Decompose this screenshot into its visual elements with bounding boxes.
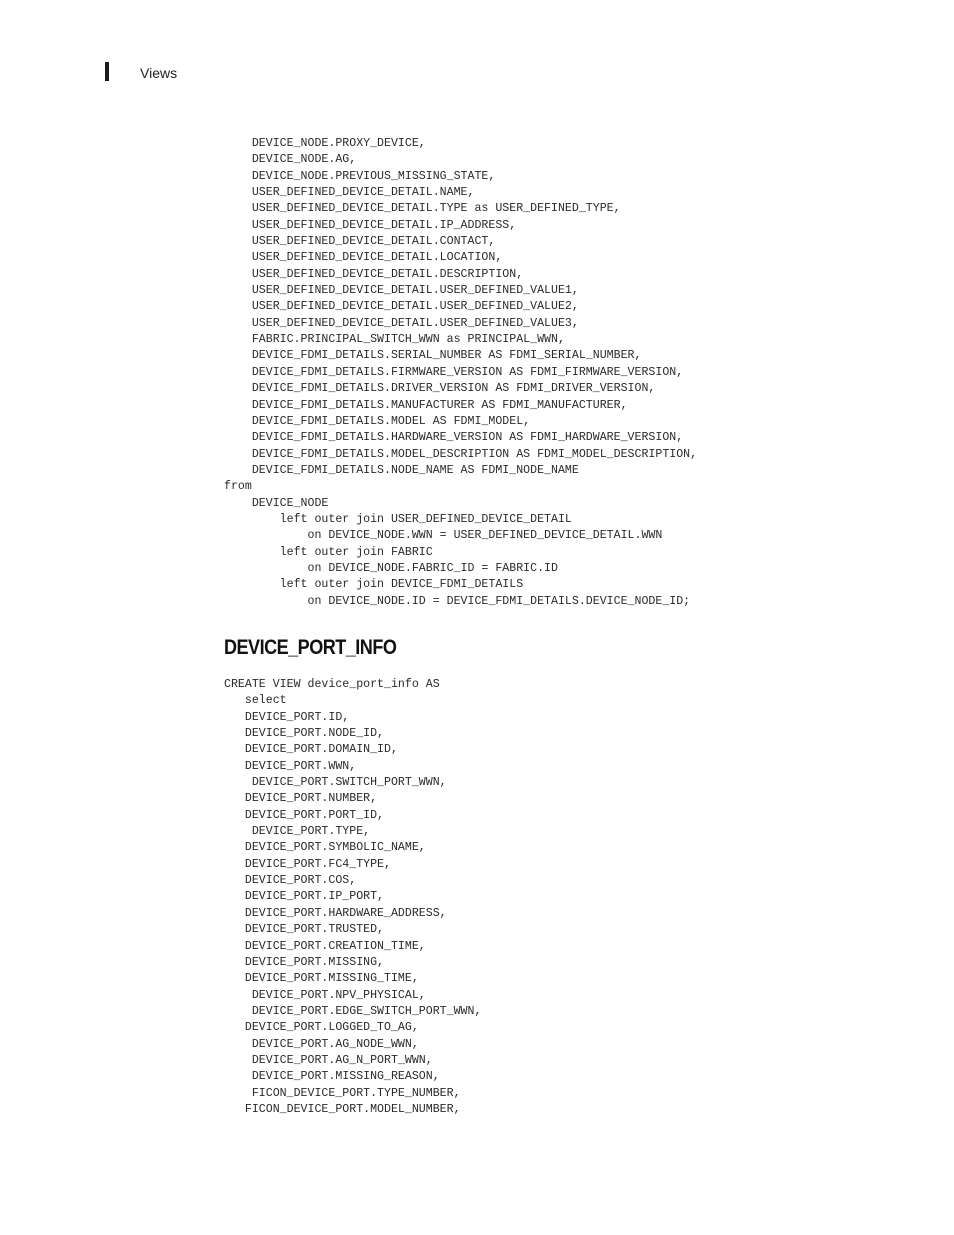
code-line: left outer join DEVICE_FDMI_DETAILS <box>224 578 524 592</box>
code-line: DEVICE_PORT.PORT_ID, <box>224 808 385 822</box>
code-line: DEVICE_PORT.MISSING, <box>224 955 385 969</box>
code-line: DEVICE_PORT.SWITCH_PORT_WWN, <box>224 776 447 790</box>
code-line: USER_DEFINED_DEVICE_DETAIL.LOCATION, <box>224 251 503 265</box>
code-line: DEVICE_PORT.IP_PORT, <box>224 890 385 904</box>
code-line: USER_DEFINED_DEVICE_DETAIL.CONTACT, <box>224 235 496 249</box>
code-line: DEVICE_PORT.SYMBOLIC_NAME, <box>224 841 426 855</box>
code-line: select <box>224 694 287 708</box>
code-line: DEVICE_PORT.NPV_PHYSICAL, <box>224 988 426 1002</box>
running-header-title: Views <box>140 65 178 81</box>
code-line: on DEVICE_NODE.FABRIC_ID = FABRIC.ID <box>224 561 558 575</box>
code-line: DEVICE_NODE <box>224 496 329 510</box>
code-line: DEVICE_PORT.CREATION_TIME, <box>224 939 426 953</box>
code-line: DEVICE_PORT.AG_N_PORT_WWN, <box>224 1053 433 1067</box>
code-line: DEVICE_PORT.FC4_TYPE, <box>224 857 391 871</box>
code-line: DEVICE_FDMI_DETAILS.FIRMWARE_VERSION AS FDMI_FIRMWARE_VERSION, <box>224 365 684 379</box>
code-line: DEVICE_PORT.AG_NODE_WWN, <box>224 1037 419 1051</box>
code-line: FICON_DEVICE_PORT.TYPE_NUMBER, <box>224 1086 461 1100</box>
code-line: DEVICE_PORT.HARDWARE_ADDRESS, <box>224 906 447 920</box>
code-line: DEVICE_PORT.MISSING_REASON, <box>224 1070 440 1084</box>
code-line: DEVICE_PORT.TRUSTED, <box>224 923 385 937</box>
code-line: USER_DEFINED_DEVICE_DETAIL.IP_ADDRESS, <box>224 218 517 232</box>
code-line: DEVICE_FDMI_DETAILS.HARDWARE_VERSION AS FDMI_HARDWARE_VERSION, <box>224 431 684 445</box>
code-line: DEVICE_PORT.COS, <box>224 874 357 888</box>
code-line: DEVICE_PORT.MISSING_TIME, <box>224 972 419 986</box>
code-line: USER_DEFINED_DEVICE_DETAIL.NAME, <box>224 186 475 200</box>
sql-code-block-device-node <box>224 136 697 610</box>
code-line: DEVICE_PORT.ID, <box>224 710 350 724</box>
code-line: DEVICE_NODE.PROXY_DEVICE, <box>224 137 426 150</box>
code-line: DEVICE_NODE.AG, <box>224 153 357 167</box>
code-line: on DEVICE_NODE.ID = DEVICE_FDMI_DETAILS.DEVICE_NODE_ID; <box>224 594 691 608</box>
code-line: DEVICE_FDMI_DETAILS.MODEL AS FDMI_MODEL, <box>224 414 531 428</box>
code-line: DEVICE_PORT.TYPE, <box>224 825 371 839</box>
code-line: DEVICE_FDMI_DETAILS.MODEL_DESCRIPTION AS FDMI_MODEL_DESCRIPTION, <box>224 447 698 461</box>
sql-code-block-device-port-info <box>224 677 481 1118</box>
code-line: USER_DEFINED_DEVICE_DETAIL.TYPE as USER_DEFINED_TYPE, <box>224 202 621 216</box>
code-line: DEVICE_NODE.PREVIOUS_MISSING_STATE, <box>224 169 496 183</box>
code-line: DEVICE_FDMI_DETAILS.DRIVER_VERSION AS FDMI_DRIVER_VERSION, <box>224 382 656 396</box>
code-line: USER_DEFINED_DEVICE_DETAIL.USER_DEFINED_VALUE1, <box>224 284 579 298</box>
code-line: DEVICE_PORT.LOGGED_TO_AG, <box>224 1021 419 1035</box>
code-line: on DEVICE_NODE.WWN = USER_DEFINED_DEVICE_DETAIL.WWN <box>224 529 663 543</box>
code-line: from <box>224 480 252 494</box>
code-line: DEVICE_PORT.DOMAIN_ID, <box>224 743 398 757</box>
code-line: USER_DEFINED_DEVICE_DETAIL.DESCRIPTION, <box>224 267 524 281</box>
code-line: DEVICE_PORT.NUMBER, <box>224 792 378 806</box>
code-line: left outer join USER_DEFINED_DEVICE_DETAIL <box>224 512 572 526</box>
code-line: FICON_DEVICE_PORT.MODEL_NUMBER, <box>224 1102 461 1116</box>
code-line: DEVICE_FDMI_DETAILS.SERIAL_NUMBER AS FDMI_SERIAL_NUMBER, <box>224 349 642 363</box>
code-line: FABRIC.PRINCIPAL_SWITCH_WWN as PRINCIPAL_WWN, <box>224 333 565 347</box>
code-line: USER_DEFINED_DEVICE_DETAIL.USER_DEFINED_VALUE3, <box>224 316 579 330</box>
code-line: DEVICE_PORT.WWN, <box>224 759 357 773</box>
code-line: USER_DEFINED_DEVICE_DETAIL.USER_DEFINED_VALUE2, <box>224 300 579 314</box>
code-line: DEVICE_FDMI_DETAILS.MANUFACTURER AS FDMI_MANUFACTURER, <box>224 398 628 412</box>
code-line: DEVICE_PORT.EDGE_SWITCH_PORT_WWN, <box>224 1004 482 1018</box>
code-line: left outer join FABRIC <box>224 545 433 559</box>
code-line: DEVICE_FDMI_DETAILS.NODE_NAME AS FDMI_NODE_NAME <box>224 463 579 477</box>
section-heading: DEVICE_PORT_INFO <box>224 636 397 659</box>
code-line: DEVICE_PORT.NODE_ID, <box>224 727 385 741</box>
code-line: CREATE VIEW device_port_info AS <box>224 678 440 691</box>
header-change-bar <box>105 62 109 81</box>
